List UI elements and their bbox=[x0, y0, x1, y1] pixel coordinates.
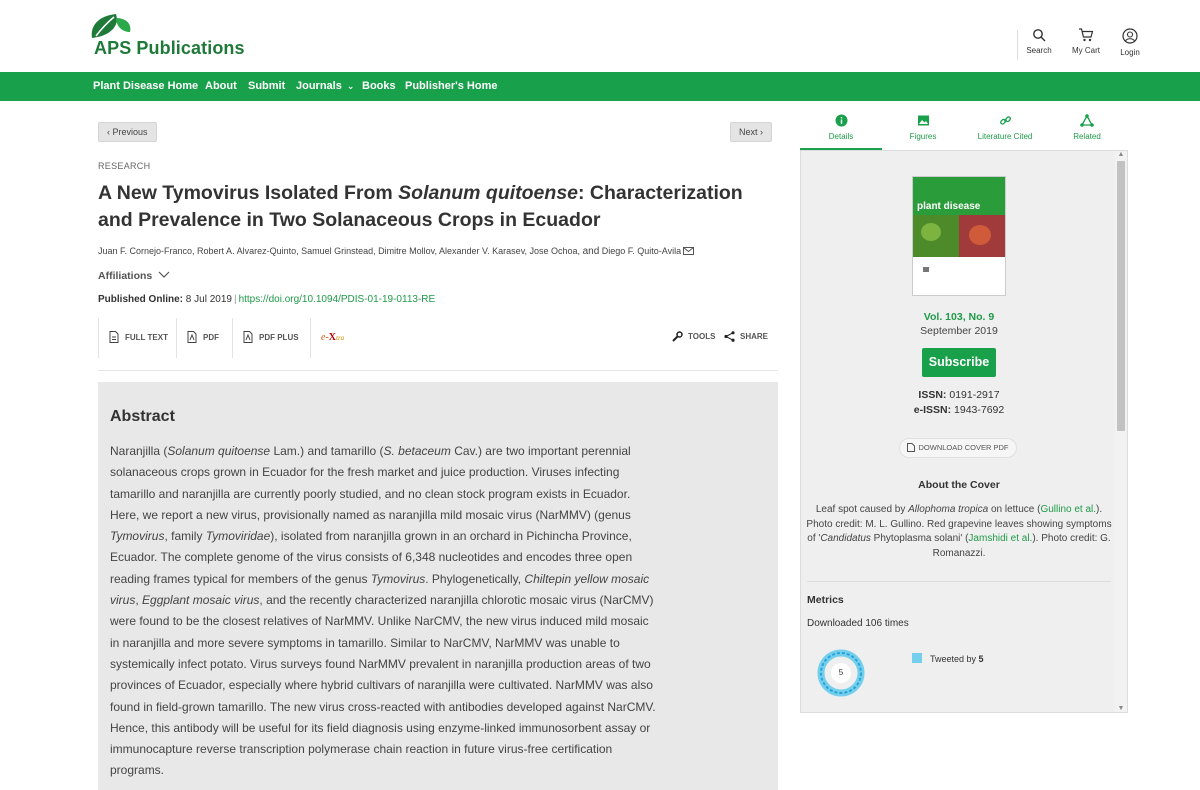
published-date: 8 Jul 2019 bbox=[185, 294, 232, 305]
about-text-part: Leaf spot caused by bbox=[815, 504, 909, 515]
nav-journals-label: Journals bbox=[296, 80, 342, 92]
nav-journals[interactable] bbox=[296, 80, 354, 92]
user-icon bbox=[1122, 28, 1138, 44]
nav-about[interactable]: About bbox=[205, 80, 237, 92]
image-icon bbox=[917, 114, 930, 127]
chevron-right-icon: › bbox=[760, 127, 764, 137]
tab-literature-cited[interactable] bbox=[964, 110, 1046, 150]
logo-text: APS Publications bbox=[94, 38, 245, 58]
about-text-part: ). Photo credit: M. L. Gullino. Red grapevine leaves showing symptoms of ' bbox=[806, 504, 1112, 544]
tools-label: TOOLS bbox=[688, 332, 716, 341]
title-italic: Solanum quitoense bbox=[398, 182, 579, 204]
extra-link[interactable] bbox=[310, 318, 370, 358]
abstract-text-part: , family bbox=[164, 529, 206, 544]
cover-band bbox=[913, 177, 1005, 215]
about-text-part: on lettuce ( bbox=[988, 504, 1041, 515]
site-header bbox=[0, 0, 1200, 72]
scrollbar-thumb[interactable] bbox=[1117, 161, 1125, 431]
pdf-icon bbox=[187, 331, 197, 343]
affiliations-label: Affiliations bbox=[98, 270, 153, 282]
about-text-part: Phytoplasma solani' ( bbox=[870, 533, 969, 544]
link-icon bbox=[999, 114, 1012, 127]
title-part-2: : Characterization and Prevalence in Two Solanaceous Crops in Ecuador bbox=[98, 182, 743, 231]
authors-text[interactable]: Juan F. Cornejo-Franco, Robert A. Alvarez-Quinto, Samuel Grinstead, Dimitre Mollov, Alexander V. Karasev, Jose Ochoa, bbox=[98, 246, 581, 256]
chevron-down-icon[interactable]: ▼ bbox=[1117, 705, 1125, 712]
abstract-text-part: ), isolated from naranjilla grown in an orchard in Pichincha Province, Ecuador. The complete genome of the virus consists of 6,348 nucleotides and encodes three open reading frames typical for members of the genus bbox=[110, 529, 633, 586]
subscribe-button[interactable]: Subscribe bbox=[922, 348, 996, 377]
published-online bbox=[98, 294, 435, 305]
tweet-legend bbox=[912, 653, 984, 664]
search-label: Search bbox=[1026, 46, 1052, 55]
document-icon bbox=[109, 331, 119, 343]
pdf-plus-link[interactable] bbox=[232, 318, 310, 358]
abstract-text-part: , and the recently characterized naranjilla chlorotic mosaic virus (NarCMV) were found to be the closest relatives of NarMMV. Unlike NarCMV, the new virus induced mild mosaic in naranjilla and more severe symptoms in tamarillo. Similar to NarCMV, NarMMV was unable to systemically infect potato. Virus surveys found NarMMV prevalent in naranjilla production areas of two provinces of Ecuador, especially where hybrid cultivars of naranjilla were cultivated. NarMMV was also found in field-grown tamarillo. The new virus cross-reacted with antibodies developed against NarCMV. Hence, this antibody will be useful for its field diagnosis using enzyme-linked immunosorbent assay or immunocapture reverse transcription polymerase chain reaction in future virus-free certification programs. bbox=[110, 593, 656, 778]
tab-related-label: Related bbox=[1073, 132, 1101, 141]
cover-footer bbox=[913, 257, 1005, 295]
abstract-italic: Chiltepin yellow mosaic virus bbox=[110, 571, 650, 608]
doi-link[interactable]: https://doi.org/10.1094/PDIS-01-19-0113-RE bbox=[238, 294, 436, 305]
abstract-italic: Tymovirus bbox=[110, 529, 165, 544]
abstract-text-part: Cav.) are two important perennial solanaceous crops grown in Ecuador for the fresh market and juice production. Viruses infecting tamarillo and naranjilla are currently poorly studied, and no clean stock program exists in Ecuador. Here, we report a new virus, provisionally named as naranjilla mild mosaic virus (NarMMV) (genus bbox=[110, 444, 631, 522]
nav-publishers-home[interactable]: Publisher's Home bbox=[405, 80, 498, 92]
cover-image-lettuce bbox=[913, 215, 959, 257]
about-italic: Allophoma tropica bbox=[908, 504, 989, 515]
nav-plant-disease-home[interactable]: Plant Disease Home bbox=[93, 80, 199, 92]
cover-title: plant disease bbox=[917, 201, 981, 212]
share-icon bbox=[724, 331, 735, 342]
last-author[interactable]: Diego F. Quito-Avila bbox=[601, 246, 682, 256]
twitter-swatch bbox=[912, 653, 922, 663]
extra-x: X bbox=[328, 332, 337, 343]
next-button[interactable] bbox=[730, 122, 772, 142]
chevron-down-icon: ⌄ bbox=[346, 81, 355, 91]
previous-button[interactable] bbox=[98, 122, 157, 142]
issn-value: 0191-2917 bbox=[949, 389, 1000, 401]
sidebar-panel bbox=[800, 150, 1128, 713]
cart-button[interactable] bbox=[1066, 28, 1106, 55]
login-label: Login bbox=[1120, 48, 1140, 57]
tab-related[interactable] bbox=[1046, 110, 1128, 150]
published-label: Published Online: bbox=[98, 294, 184, 305]
sidebar-tabs bbox=[800, 110, 1128, 150]
extra-prefix: e- bbox=[321, 332, 329, 343]
cart-label: My Cart bbox=[1072, 46, 1100, 55]
pdf-plus-icon bbox=[243, 331, 253, 343]
divider bbox=[98, 370, 778, 371]
download-cover-label: DOWNLOAD COVER PDF bbox=[918, 443, 1009, 452]
eissn bbox=[801, 404, 1117, 416]
separator: | bbox=[233, 294, 237, 305]
search-icon bbox=[1032, 28, 1046, 42]
previous-label: Previous bbox=[112, 127, 148, 137]
nav-books[interactable]: Books bbox=[362, 80, 396, 92]
issn-label: ISSN: bbox=[918, 389, 947, 401]
divider bbox=[807, 581, 1111, 582]
next-label: Next bbox=[739, 127, 758, 137]
main-nav bbox=[0, 72, 1200, 101]
tab-figures[interactable] bbox=[882, 110, 964, 150]
about-cover-heading: About the Cover bbox=[918, 479, 1000, 491]
pdf-label: PDF bbox=[203, 333, 219, 342]
journal-cover[interactable] bbox=[912, 176, 1006, 296]
article-tools-bar bbox=[98, 318, 778, 358]
altmetric-score: 5 bbox=[831, 663, 851, 683]
cart-icon bbox=[1078, 28, 1094, 42]
eissn-label: e-ISSN: bbox=[913, 404, 952, 416]
extra-suffix: tra bbox=[336, 334, 345, 342]
metrics-heading: Metrics bbox=[807, 594, 844, 606]
article-type: RESEARCH bbox=[98, 161, 151, 171]
download-cover-button[interactable] bbox=[899, 438, 1017, 458]
about-text-part: ). Photo credit: G. Romanazzi. bbox=[932, 533, 1111, 559]
nav-submit[interactable]: Submit bbox=[248, 80, 286, 92]
cover-image-grapevine bbox=[959, 215, 1005, 257]
authors-and: and bbox=[582, 246, 600, 257]
affiliations-toggle[interactable] bbox=[98, 270, 170, 282]
tab-literature-label: Literature Cited bbox=[977, 132, 1033, 141]
tab-details[interactable] bbox=[800, 110, 882, 150]
abstract-text-part: Lam.) and tamarillo ( bbox=[270, 444, 384, 458]
about-italic: Candidatus bbox=[820, 533, 871, 544]
chevron-down-icon bbox=[158, 270, 170, 282]
abstract-section bbox=[98, 382, 778, 790]
pdf-plus-label: PDF PLUS bbox=[259, 333, 299, 342]
abstract-italic: Tymoviridae bbox=[205, 529, 271, 544]
search-button[interactable] bbox=[1019, 28, 1059, 55]
tools-menu[interactable] bbox=[672, 331, 715, 342]
chevron-up-icon[interactable]: ▲ bbox=[1117, 151, 1125, 158]
full-text-label: FULL TEXT bbox=[125, 333, 168, 342]
sidebar-scrollbar[interactable] bbox=[1115, 151, 1127, 712]
share-label: SHARE bbox=[740, 332, 769, 341]
network-icon bbox=[1080, 114, 1094, 127]
tab-figures-label: Figures bbox=[909, 132, 937, 141]
abstract-italic: Tymovirus bbox=[370, 571, 426, 586]
chevron-left-icon: ‹ bbox=[107, 127, 110, 137]
title-part-1: A New Tymovirus Isolated From bbox=[98, 182, 399, 204]
pdf-icon bbox=[907, 443, 915, 452]
abstract-text-part: . Phylogenetically, bbox=[425, 571, 525, 586]
abstract-heading: Abstract bbox=[110, 408, 175, 425]
login-button[interactable] bbox=[1110, 28, 1150, 57]
info-icon bbox=[835, 114, 848, 127]
header-divider bbox=[1017, 30, 1018, 60]
abstract-text-part: , bbox=[135, 593, 143, 608]
tab-details-label: Details bbox=[828, 132, 854, 141]
abstract-text bbox=[110, 441, 660, 782]
abstract-italic: Solanum quitoense bbox=[167, 444, 271, 458]
author-list bbox=[98, 246, 788, 257]
download-count: Downloaded 106 times bbox=[807, 618, 909, 629]
mail-icon[interactable] bbox=[683, 247, 694, 255]
share-menu[interactable] bbox=[724, 331, 768, 342]
citation-link[interactable]: Jamshidi et al. bbox=[968, 533, 1033, 544]
volume-link[interactable]: Vol. 103, No. 9 bbox=[923, 311, 995, 323]
abstract-text-part: Naranjilla ( bbox=[110, 444, 168, 458]
eissn-value: 1943-7692 bbox=[954, 404, 1005, 416]
aps-logo[interactable] bbox=[86, 12, 256, 64]
altmetric-donut[interactable] bbox=[817, 649, 865, 697]
wrench-icon bbox=[672, 331, 683, 342]
tweet-label: Tweeted by bbox=[930, 654, 977, 664]
page-title bbox=[98, 180, 778, 234]
issue-date: September 2019 bbox=[920, 325, 998, 337]
citation-link[interactable]: Gullino et al. bbox=[1040, 504, 1097, 515]
full-text-link[interactable] bbox=[98, 318, 176, 358]
abstract-italic: S. betaceum bbox=[383, 444, 451, 458]
about-cover-text bbox=[805, 503, 1113, 561]
tweet-count: 5 bbox=[978, 654, 984, 664]
issn bbox=[801, 389, 1117, 401]
abstract-italic: Eggplant mosaic virus bbox=[142, 593, 260, 608]
pdf-link[interactable] bbox=[176, 318, 232, 358]
